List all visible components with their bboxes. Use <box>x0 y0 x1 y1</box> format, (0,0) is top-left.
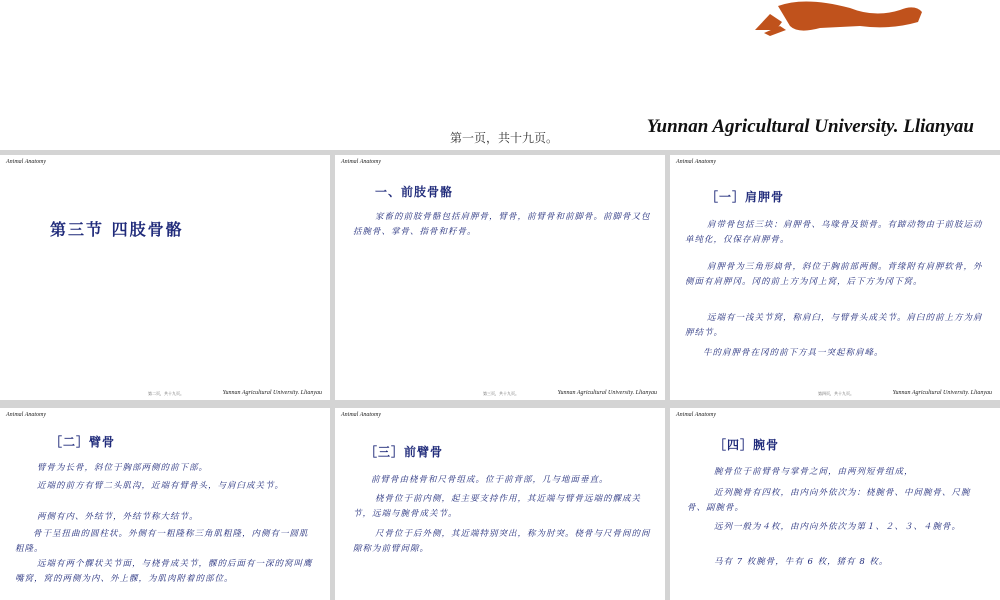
slide-thumbnail-3[interactable] <box>335 155 665 400</box>
slide-title: ［三］前臂骨 <box>365 445 444 459</box>
slide-footer-university: Yunnan Agricultural University. Llianyau <box>557 390 657 396</box>
slide-paragraph: 近列腕骨有四枚，由内向外依次为：桡腕骨、中间腕骨、尺腕骨、副腕骨。 <box>687 488 971 513</box>
slide-footer-university: Yunnan Agricultural University. Llianyau <box>892 390 992 396</box>
slide-thumbnail-6[interactable] <box>335 408 665 600</box>
slide-paragraph: 前臂骨由桡骨和尺骨组成。位于前背部，几与地面垂直。 <box>371 475 609 485</box>
slide-title: 一、前肢骨骼 <box>375 185 454 199</box>
slide-paragraph: 两侧有内、外结节，外结节称大结节。 <box>37 512 199 522</box>
slide-paragraph: 马有 7 枚腕骨，牛有 6 枚，猪有 8 枚。 <box>714 557 889 567</box>
animal-skeleton-logo-icon <box>750 0 930 40</box>
slide-header: Animal Anatomy <box>676 412 717 418</box>
slide-title: ［一］肩胛骨 <box>706 190 785 204</box>
slide-paragraph: 牛的肩胛骨在冈的前下方具一突起称肩峰。 <box>703 348 884 358</box>
slide-page-number: 第二页，共十九页。 <box>148 391 184 396</box>
slide-paragraph: 骨干呈扭曲的圆柱状。外侧有一粗隆称三角肌粗隆，内侧有一圆肌粗隆。 <box>15 529 309 554</box>
slide-paragraph: 肩胛骨为三角形扁骨，斜位于胸前部两侧。背缘附有肩胛软骨，外侧面有肩胛冈。冈的前上方为冈上窝，后下方为冈下窝。 <box>685 262 983 287</box>
top-slide <box>0 0 1000 150</box>
slide-paragraph: 远列一般为４枚，由内向外依次为第１、２、３、４腕骨。 <box>714 522 962 532</box>
page-counter: 第一页，共十九页。 <box>450 131 559 145</box>
slide-thumbnail-7[interactable] <box>670 408 1000 600</box>
slide-thumbnail-2[interactable] <box>0 155 330 400</box>
slide-paragraph: 近端的前方有臂二头肌沟，近端有臂骨头，与肩臼成关节。 <box>37 481 285 491</box>
slide-paragraph: 桡骨位于前内侧，起主要支持作用，其近端与臂骨远端的髁成关节，远端与腕骨成关节。 <box>353 494 642 519</box>
slide-header: Animal Anatomy <box>341 159 382 165</box>
slide-page-number: 第四页，共十九页。 <box>818 391 854 396</box>
slide-header: Animal Anatomy <box>6 159 47 165</box>
section-title: 第三节 四肢骨骼 <box>50 220 184 239</box>
slide-paragraph: 臂骨为长骨，斜位于胸部两侧的前下部。 <box>37 463 209 473</box>
slide-header: Animal Anatomy <box>6 412 47 418</box>
slide-thumbnail-5[interactable] <box>0 408 330 600</box>
slide-title: ［二］臂骨 <box>50 435 116 449</box>
slide-page-number: 第三页，共十九页。 <box>483 391 519 396</box>
slide-header: Animal Anatomy <box>341 412 382 418</box>
slide-footer-university: Yunnan Agricultural University. Llianyau <box>222 390 322 396</box>
slide-paragraph: 尺骨位于后外侧，其近端特别突出，称为肘突。桡骨与尺骨间的间隙称为前臂间隙。 <box>353 529 651 554</box>
slide-paragraph: 肩带骨包括三块：肩胛骨、乌喙骨及锁骨。有蹄动物由于前肢运动单纯化，仅保存肩胛骨。 <box>685 220 983 245</box>
slide-paragraph: 家畜的前肢骨骼包括肩胛骨，臂骨，前臂骨和前脚骨。前脚骨又包括腕骨、掌骨、指骨和籽骨。 <box>353 212 651 237</box>
slide-thumbnail-4[interactable] <box>670 155 1000 400</box>
slide-paragraph: 远端有一浅关节窝，称肩臼，与臂骨头成关节。肩臼的前上方为肩胛结节。 <box>685 313 983 338</box>
slide-header: Animal Anatomy <box>676 159 717 165</box>
university-name: Yunnan Agricultural University. Llianyau <box>646 116 974 137</box>
slide-title: ［四］腕骨 <box>714 438 780 452</box>
slide-paragraph: 腕骨位于前臂骨与掌骨之间，由两列短骨组成， <box>714 467 914 477</box>
slide-paragraph: 远端有两个髁状关节面，与桡骨成关节，髁的后面有一深的窝叫鹰嘴窝，窝的两侧为内、外上髁，为肌肉附着的部位。 <box>15 559 313 584</box>
